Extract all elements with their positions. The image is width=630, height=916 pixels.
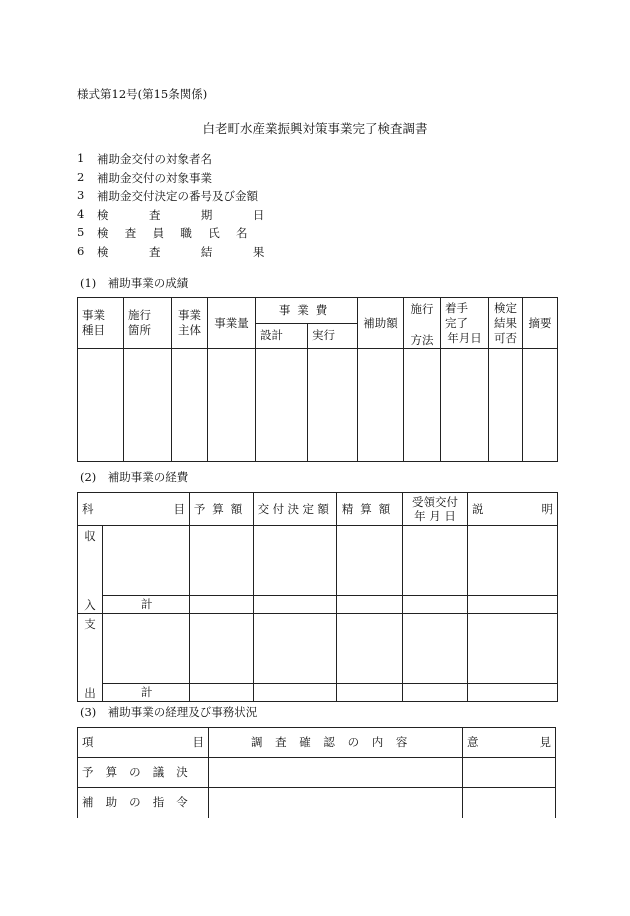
header-yosan: 予算額 bbox=[190, 493, 254, 526]
header-seisan: 精算額 bbox=[337, 493, 403, 526]
section3-heading: (3) 補助事業の経理及び事務状況 bbox=[80, 705, 258, 719]
header-tekiyo: 摘要 bbox=[523, 298, 558, 349]
row-label: 予算の議決 bbox=[78, 758, 209, 788]
header-jigyouryou: 事業量 bbox=[208, 298, 256, 349]
header-chousa: 調査確認の内容 bbox=[209, 728, 463, 758]
expense-label: 支 出 bbox=[78, 614, 103, 702]
list-item: 5 検 査 員 職 氏 名 bbox=[77, 225, 254, 240]
row-label: 補助の指令 bbox=[78, 788, 209, 818]
list-item: 2 補助金交付の対象事業 bbox=[77, 170, 212, 185]
header-koumoku: 項 目 bbox=[78, 728, 209, 758]
income-label: 収 入 bbox=[78, 526, 103, 614]
list-item: 1 補助金交付の対象者名 bbox=[77, 151, 212, 166]
header-seko-kasho: 施行 箇所 bbox=[124, 298, 172, 349]
header-sekkei: 設計 bbox=[256, 323, 308, 349]
header-kofu: 交付決定額 bbox=[254, 493, 337, 526]
header-jigyou-shubetsu: 事業 種目 bbox=[78, 298, 124, 349]
header-hojogaku: 補助額 bbox=[358, 298, 404, 349]
form-number: 様式第12号(第15条関係) bbox=[77, 87, 208, 101]
expense-total-label: 計 bbox=[103, 684, 190, 702]
list-item: 4 検 査 期 日 bbox=[77, 207, 283, 222]
header-jikkou: 実行 bbox=[308, 323, 358, 349]
section2-heading: (2) 補助事業の経費 bbox=[80, 470, 189, 484]
header-kentei: 検定 結果 可否 bbox=[489, 298, 523, 349]
list-item: 3 補助金交付決定の番号及び金額 bbox=[77, 188, 258, 203]
header-juryo: 受領交付 年 月 日 bbox=[403, 493, 468, 526]
accounting-table bbox=[77, 727, 556, 818]
header-jigyouhi: 事業費 bbox=[256, 298, 358, 324]
document-title: 白老町水産業振興対策事業完了検査調書 bbox=[202, 121, 428, 136]
income-total-label: 計 bbox=[103, 596, 190, 614]
header-seko-houhou: 施行 方法 bbox=[404, 298, 441, 349]
table-row bbox=[78, 758, 556, 788]
performance-table bbox=[77, 297, 558, 462]
header-iken: 意 見 bbox=[463, 728, 556, 758]
header-jigyou-shutai: 事業 主体 bbox=[172, 298, 208, 349]
expense-table bbox=[77, 492, 558, 702]
table-row bbox=[78, 349, 558, 462]
header-chakushu-kanryo: 着手 完了 年月日 bbox=[441, 298, 489, 349]
section1-heading: (1) 補助事業の成績 bbox=[80, 276, 189, 290]
table-row bbox=[78, 788, 556, 818]
header-setsumei: 説 明 bbox=[468, 493, 558, 526]
list-item: 6 検 査 結 果 bbox=[77, 244, 283, 259]
header-ka-moku: 科 目 bbox=[78, 493, 190, 526]
